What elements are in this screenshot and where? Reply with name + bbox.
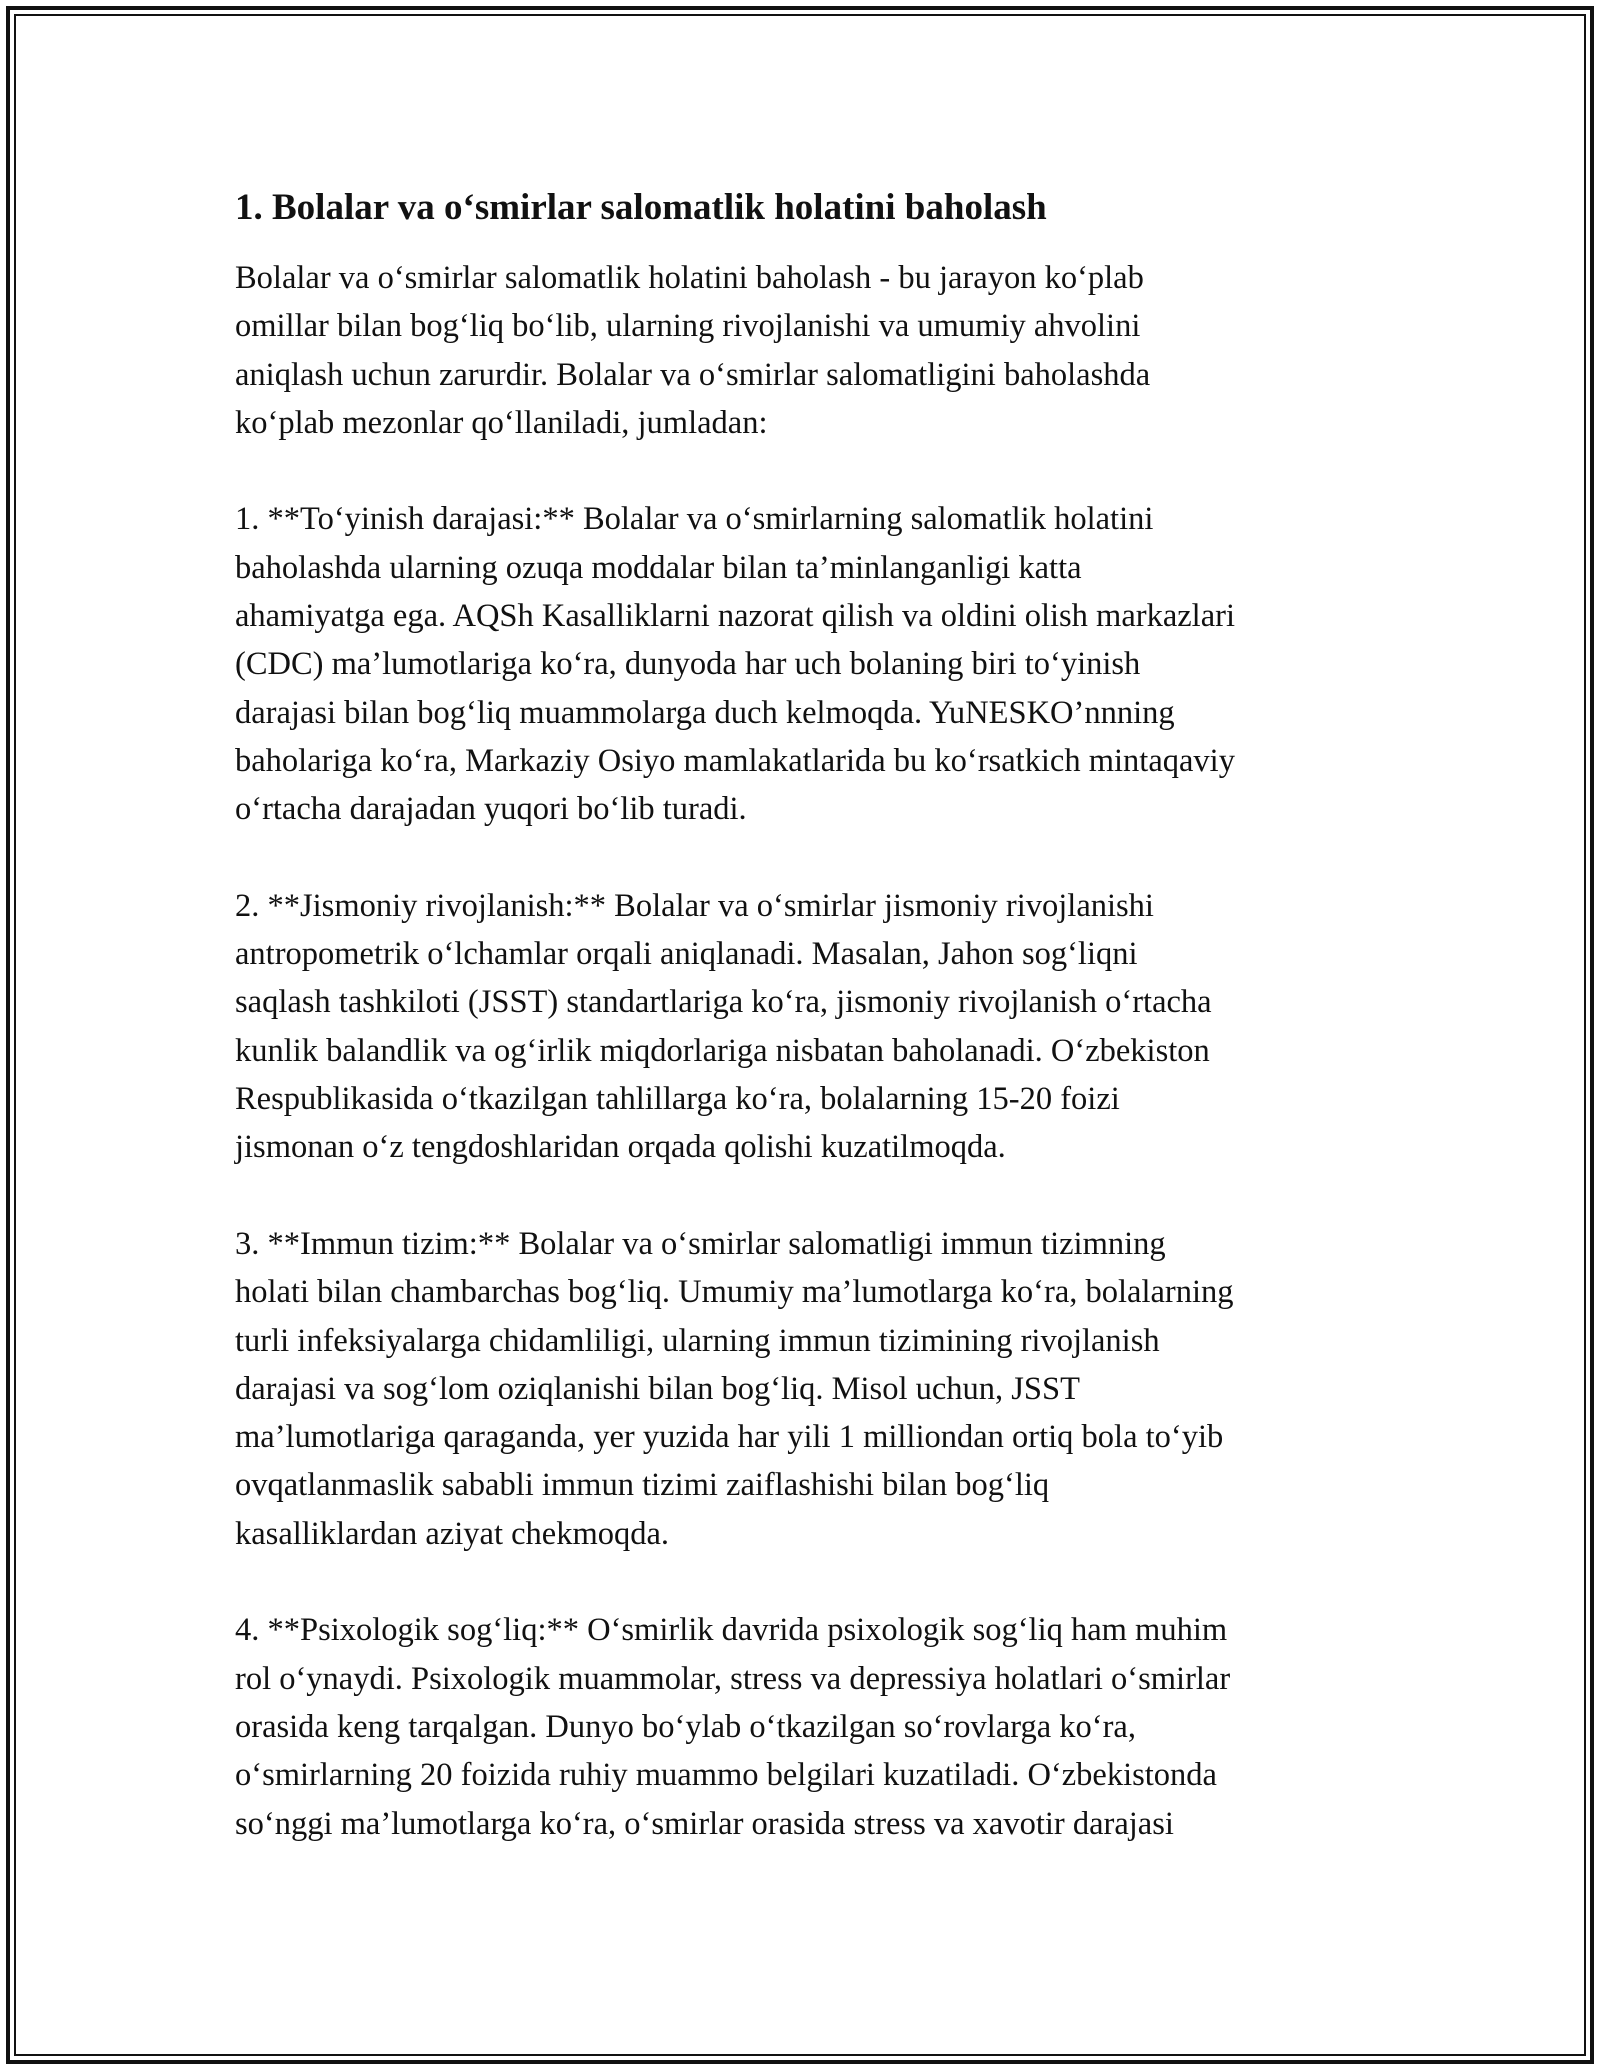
document-body <box>235 184 1395 1896</box>
paragraph-physical-development: 2. **Jismoniy rivojlanish:** Bolalar va o‘smirlar jismoniy rivojlanishi antropometrik o‘lchamlar orqali aniqlanadi. Masalan, Jahon sog‘liqni saqlash tashkiloti (JSST) standartlariga ko‘ra, jismoniy rivojlanish o‘rtacha kunlik balandlik va og‘irlik miqdorlariga nisbatan baholanadi. O‘zbekiston Respublikasida o‘tkazilgan tahlillarga ko‘ra, bolalarning 15-20 foizi jismonan o‘z tengdoshlaridan orqada qolishi kuzatilmoqda. <box>235 887 1212 1166</box>
paragraph-psychological-health: 4. **Psixologik sog‘liq:** O‘smirlik davrida psixologik sog‘liq ham muhim rol o‘ynaydi. Psixologik muammolar, stress va depressiya holatlari o‘smirlar orasida keng tarqalgan. Dunyo bo‘ylab o‘tkazilgan so‘rovlarga ko‘ra, o‘smirlarning 20 foizida ruhiy muammo belgilari kuzatiladi. O‘zbekistonda so‘nggi ma’lumotlarga ko‘ra, o‘smirlar orasida stress va xavotir darajasi <box>235 1612 1231 1842</box>
paragraph-immune-system: 3. **Immun tizim:** Bolalar va o‘smirlar salomatligi immun tizimning holati bilan chambarchas bog‘liq. Umumiy ma’lumotlarga ko‘ra, bolalarning turli infeksiyalarga chidamliligi, ularning immun tizimining rivojlanish darajasi va sog‘lom oziqlanishi bilan bog‘liq. Misol uchun, JSST ma’lumotlariga qaraganda, yer yuzida har yili 1 milliondan ortiq bola to‘yib ovqatlanmaslik sababli immun tizimi zaiflashishi bilan bog‘liq kasalliklardan aziyat chekmoqda. <box>235 1225 1234 1552</box>
paragraph-nutrition: 1. **To‘yinish darajasi:** Bolalar va o‘smirlarning salomatlik holatini baholashda ularning ozuqa moddalar bilan ta’minlanganligi katta ahamiyatga ega. AQSh Kasalliklarni nazorat qilish va oldini olish markazlari (CDC) ma’lumotlariga ko‘ra, dunyoda har uch bolaning biri to‘yinish darajasi bilan bog‘liq muammolarga duch kelmoqda. YuNESKO’nnning baholariga ko‘ra, Markaziy Osiyo mamlakatlarida bu ko‘rsatkich mintaqaviy o‘rtacha darajadan yuqori bo‘lib turadi. <box>235 501 1235 828</box>
section-heading: 1. Bolalar va o‘smirlar salomatlik holatini baholash <box>235 187 1047 228</box>
intro-paragraph: Bolalar va o‘smirlar salomatlik holatini baholash - bu jarayon ko‘plab omillar bilan bog‘liq bo‘lib, ularning rivojlanishi va umumiy ahvolini aniqlash uchun zarurdir. Bolalar va o‘smirlar salomatligini baholashda ko‘plab mezonlar qo‘llaniladi, jumladan: <box>235 260 1151 441</box>
